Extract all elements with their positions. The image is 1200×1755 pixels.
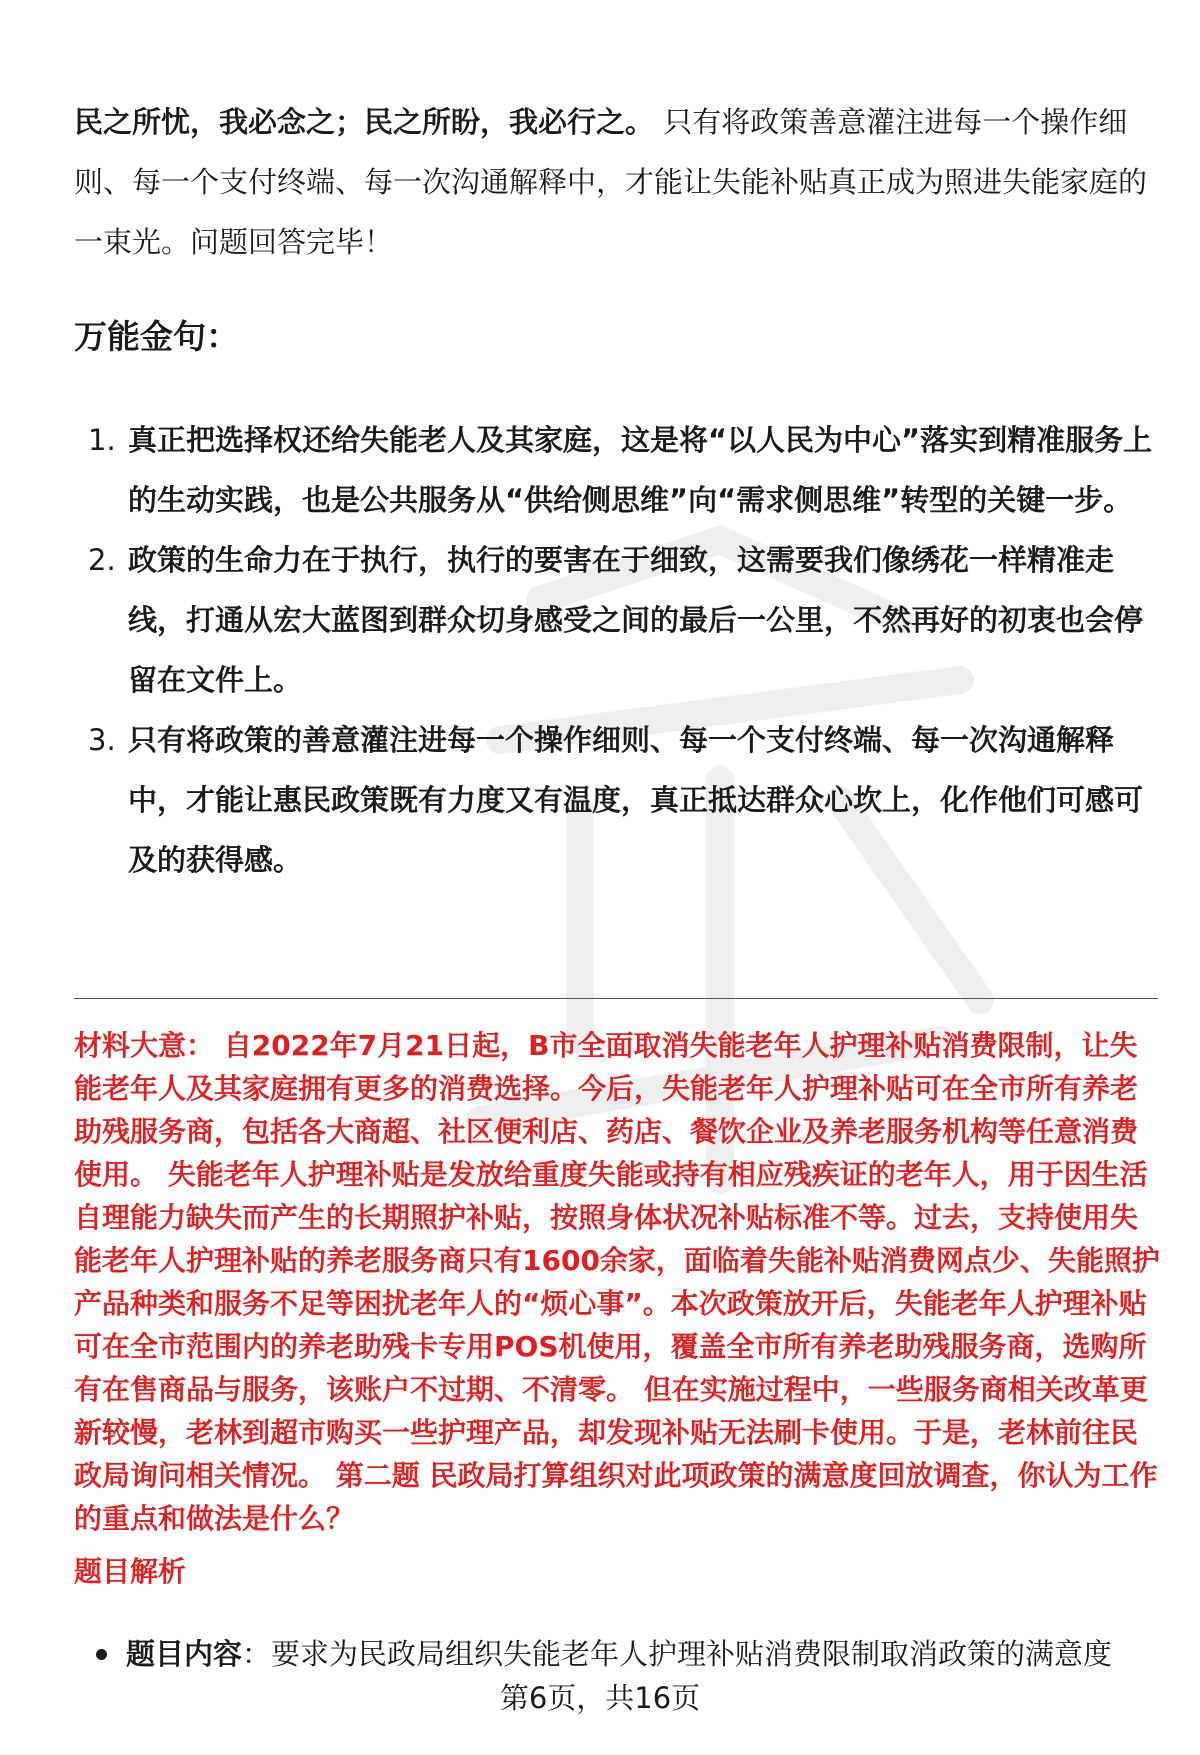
list-number: 3. xyxy=(88,723,116,757)
intro-bold-lead: 民之所忧，我必念之；民之所盼，我必行之。 xyxy=(74,105,655,139)
bullet-body: ：要求为民政局组织失能老年人护理补贴消费限制取消政策的满意度 xyxy=(242,1637,1113,1671)
bullet-label: 题目内容 xyxy=(126,1637,243,1671)
bullet-dot-icon xyxy=(96,1649,107,1660)
list-item xyxy=(74,710,1164,890)
material-summary: 材料大意： 自2022年7月21日起，B市全面取消失能老年人护理补贴消费限制，让失能老年人及其家庭拥有更多的消费选择。今后，失能老年人护理补贴可在全市所有养老助残服务商，包括各大商超、社区便利店、药店、餐饮企业及养老服务机构等任意消费使用。 失能老年人护理补贴是发放给重度失能或持有相应残疾证的老年人，用于因生活自理能力缺失而产生的长期照护补贴，按照身体状况补贴标准不等。过去，支持使用失能老年人护理补贴的养老服务商只有1600余家，面临着失能补贴消费网点少、失能照护产品种类和服务不足等困扰老年人的“烦心事”。本次政策放开后，失能老年人护理补贴可在全市范围内的养老助残卡专用POS机使用，覆盖全市所有养老助残服务商，选购所有在售商品与服务，该账户不过期、不清零。 但在实施过程中，一些服务商相关改革更新较慢，老林到超市购买一些护理产品，却发现补贴无法刷卡使用。于是，老林前往民政局询问相关情况。 第二题 民政局打算组织对此项政策的满意度回放调查，你认为工作的重点和做法是什么？ xyxy=(74,1029,1160,1535)
list-item-text: 只有将政策的善意灌注进每一个操作细则、每一个支付终端、每一次沟通解释中，才能让惠民政策既有力度又有温度，真正抵达群众心坎上，化作他们可感可及的获得感。 xyxy=(128,723,1144,877)
bullet-item xyxy=(96,1632,1160,1676)
section-heading: 万能金句： xyxy=(74,317,239,356)
list-item-text: 政策的生命力在于执行，执行的要害在于细致，这需要我们像绣花一样精准走线，打通从宏大蓝图到群众切身感受之间的最后一公里，不然再好的初衷也会停留在文件上。 xyxy=(128,543,1144,697)
list-number: 1. xyxy=(88,423,116,457)
intro-rest: 只有将政策善意灌注进每一个操作细则、每一个支付终端、每一次沟通解释中，才能让失能补贴真正成为照进失能家庭的一束光。问题回答完毕！ xyxy=(74,105,1148,259)
list-item xyxy=(74,410,1164,530)
list-item-text: 真正把选择权还给失能老人及其家庭，这是将“以人民为中心”落实到精准服务上的生动实践，也是公共服务从“供给侧思维”向“需求侧思维”转型的关键一步。 xyxy=(128,423,1153,517)
page-footer: 第6页，共16页 xyxy=(499,1681,701,1715)
list-number: 2. xyxy=(88,543,116,577)
bullet-text xyxy=(96,1632,1160,1676)
analysis-title: 题目解析 xyxy=(74,1555,187,1588)
list-item xyxy=(74,530,1164,710)
golden-sentences-list xyxy=(74,410,1164,890)
intro-paragraph xyxy=(74,92,1160,272)
horizontal-divider xyxy=(74,998,1158,999)
